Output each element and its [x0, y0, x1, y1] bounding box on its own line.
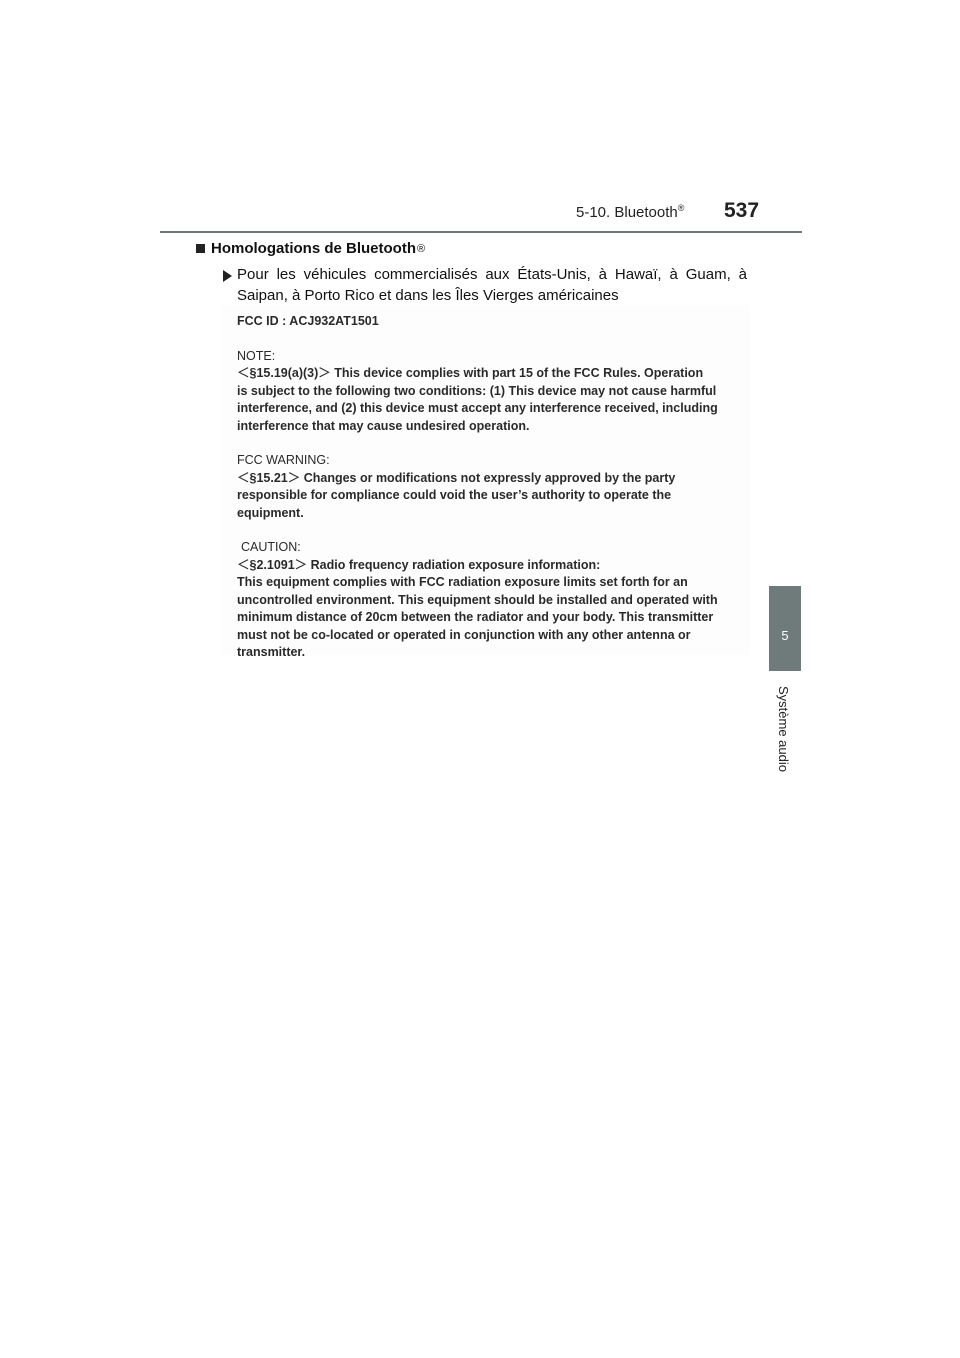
note-line: interference that may cause undesired operation. [237, 418, 530, 433]
page-number: 537 [724, 199, 760, 222]
fcc-notice [237, 313, 747, 662]
warning-line: equipment. [237, 505, 304, 520]
caution-line: transmitter. [237, 645, 306, 659]
chapter-tab-number: 5 [781, 628, 789, 643]
note-label: NOTE: [237, 348, 276, 363]
square-bullet-icon [196, 244, 205, 253]
section-heading [196, 240, 425, 257]
warning-line: responsible for compliance could void the user’s authority to operate the [237, 488, 672, 502]
caution-line: ＜§2.1091＞ Radio frequency radiation exposure information: [237, 557, 601, 572]
note-line: interference, and (2) this device must accept any interference received, including [237, 401, 718, 415]
note-line: is subject to the following two conditions: (1) This device may not cause harmful [237, 383, 717, 398]
header-divider [160, 231, 802, 233]
chapter-title [576, 203, 684, 221]
registered-mark: ® [677, 203, 685, 213]
chapter-side-label: Système audio [776, 686, 791, 772]
warning-line: ＜§15.21＞ Changes or modifications not expressly approved by the party [237, 470, 676, 485]
caution-line: uncontrolled environment. This equipment should be installed and operated with [237, 592, 718, 607]
intro-paragraph: Pour les véhicules commercialisés aux États-Unis, à Hawaï, à Guam, à Saipan, à Porto Rico et dans les Îles Vierges américaines [237, 266, 747, 304]
caution-label: CAUTION: [241, 540, 301, 554]
note-line: ＜§15.19(a)(3)＞ This device complies with part 15 of the FCC Rules. Operation [237, 366, 704, 380]
section-heading-text: Homologations de Bluetooth [211, 240, 416, 257]
fcc-id: FCC ID : ACJ932AT1501 [237, 314, 379, 328]
chapter-title-text: 5-10. Bluetooth [576, 204, 678, 221]
heading-registered-mark: ® [416, 242, 426, 255]
caution-line: This equipment complies with FCC radiation exposure limits set forth for an [237, 575, 688, 589]
caution-line: must not be co-located or operated in conjunction with any other antenna or [237, 627, 691, 642]
arrow-bullet-icon [223, 270, 232, 282]
chapter-tab[interactable] [769, 586, 801, 671]
caution-line: minimum distance of 20cm between the radiator and your body. This transmitter [237, 610, 714, 624]
warning-label: FCC WARNING: [237, 453, 330, 467]
